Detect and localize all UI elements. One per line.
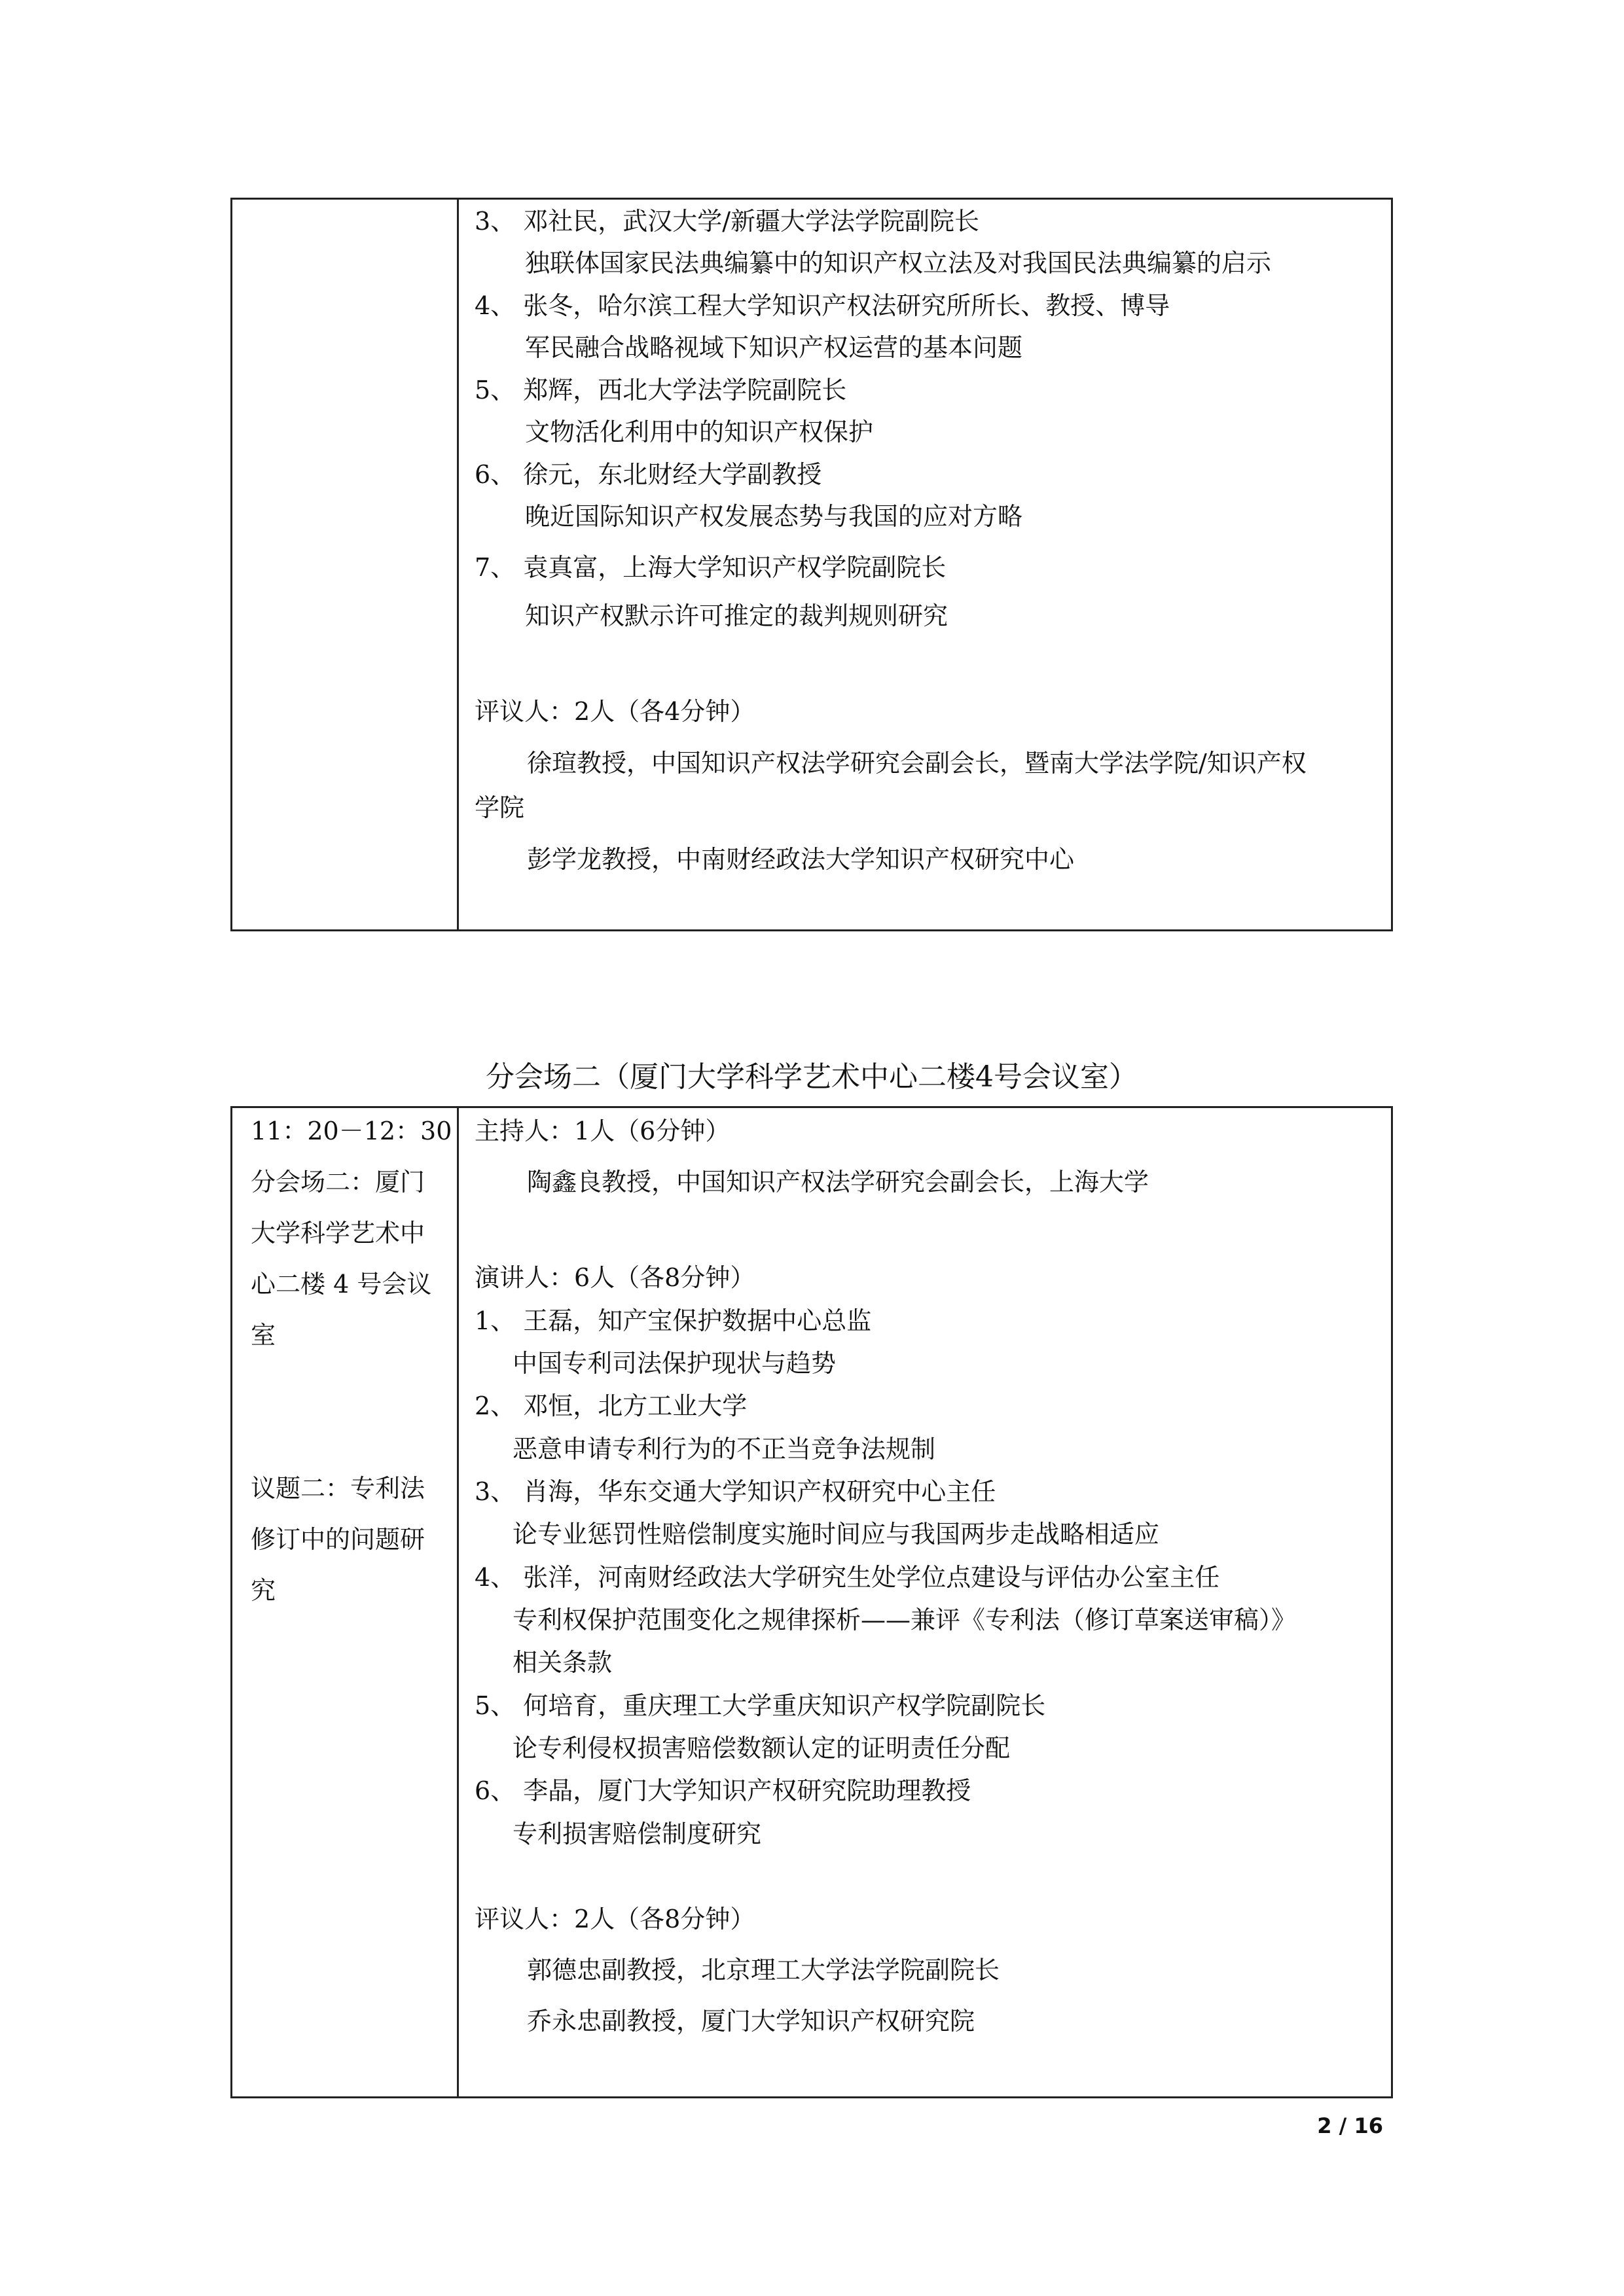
session-time: 11：20－12：30 (251, 1117, 452, 1145)
talk-title: 中国专利司法保护现状与趋势 (513, 1349, 837, 1378)
reviewer-line: 郭德忠副教授，北京理工大学法学院副院长 (527, 1956, 1000, 1984)
speaker-line: 1、 王磊，知产宝保护数据中心总监 (475, 1306, 872, 1335)
speaker-line: 6、 徐元，东北财经大学副教授 (475, 460, 822, 489)
speaker-line: 3、 邓社民，武汉大学/新疆大学法学院副院长 (475, 207, 980, 236)
talk-title: 知识产权默示许可推定的裁判规则研究 (525, 601, 948, 630)
session-venue: 室 (251, 1321, 276, 1350)
speakers-header: 演讲人：6人（各8分钟） (475, 1263, 755, 1292)
talk-title: 专利损害赔偿制度研究 (513, 1820, 762, 1848)
talk-title: 专利权保护范围变化之规律探析——兼评《专利法（修订草案送审稿）》 (513, 1605, 1297, 1634)
reviewer-line: 彭学龙教授，中南财经政法大学知识产权研究中心 (527, 845, 1075, 874)
speaker-line: 5、 郑辉，西北大学法学院副院长 (475, 376, 847, 404)
speaker-line: 4、 张冬，哈尔滨工程大学知识产权法研究所所长、教授、博导 (475, 291, 1170, 320)
schedule-table-continued (230, 198, 1393, 931)
reviewer-line: 乔永忠副教授，厦门大学知识产权研究院 (527, 2007, 975, 2036)
session-topic: 究 (251, 1576, 276, 1605)
section-heading: 分会场二（厦门大学科学艺术中心二楼4号会议室） (486, 1060, 1138, 1094)
talk-title: 论专利侵权损害赔偿数额认定的证明责任分配 (513, 1734, 1011, 1763)
speaker-line: 3、 肖海，华东交通大学知识产权研究中心主任 (475, 1477, 996, 1506)
session-venue: 大学科学艺术中 (251, 1219, 425, 1247)
session-topic: 修订中的问题研 (251, 1525, 425, 1554)
reviewer-line-cont: 学院 (475, 793, 525, 822)
talk-title: 恶意申请专利行为的不正当竞争法规制 (513, 1435, 936, 1463)
speaker-line: 4、 张洋，河南财经政法大学研究生处学位点建设与评估办公室主任 (475, 1563, 1220, 1592)
session-venue: 心二楼 4 号会议 (251, 1270, 432, 1299)
reviewer-header: 评议人：2人（各4分钟） (475, 697, 755, 726)
speaker-line: 6、 李晶，厦门大学知识产权研究院助理教授 (475, 1776, 971, 1805)
reviewer-line: 徐瑄教授，中国知识产权法学研究会副会长，暨南大学法学院/知识产权 (527, 749, 1307, 778)
page-number: 2 / 16 (1317, 2113, 1383, 2138)
host-header: 主持人：1人（6分钟） (475, 1117, 731, 1145)
talk-title: 军民融合战略视域下知识产权运营的基本问题 (525, 333, 1023, 362)
speaker-line: 2、 邓恒，北方工业大学 (475, 1391, 748, 1420)
speaker-line: 7、 袁真富，上海大学知识产权学院副院长 (475, 553, 947, 582)
talk-title: 文物活化利用中的知识产权保护 (525, 418, 874, 446)
session-venue: 分会场二：厦门 (251, 1168, 425, 1196)
talk-title: 独联体国家民法典编纂中的知识产权立法及对我国民法典编纂的启示 (525, 249, 1272, 278)
table-left-column (232, 1108, 459, 2096)
host-line: 陶鑫良教授，中国知识产权法学研究会副会长，上海大学 (527, 1168, 1149, 1196)
speaker-line: 5、 何培育，重庆理工大学重庆知识产权学院副院长 (475, 1691, 1046, 1720)
schedule-table-session-2 (230, 1106, 1393, 2098)
talk-title: 晚近国际知识产权发展态势与我国的应对方略 (525, 502, 1023, 531)
session-topic: 议题二：专利法 (251, 1474, 425, 1503)
talk-title-cont: 相关条款 (513, 1648, 613, 1677)
reviewer-header: 评议人：2人（各8分钟） (475, 1905, 755, 1933)
table-left-column (232, 200, 459, 929)
talk-title: 论专业惩罚性赔偿制度实施时间应与我国两步走战略相适应 (513, 1520, 1160, 1549)
